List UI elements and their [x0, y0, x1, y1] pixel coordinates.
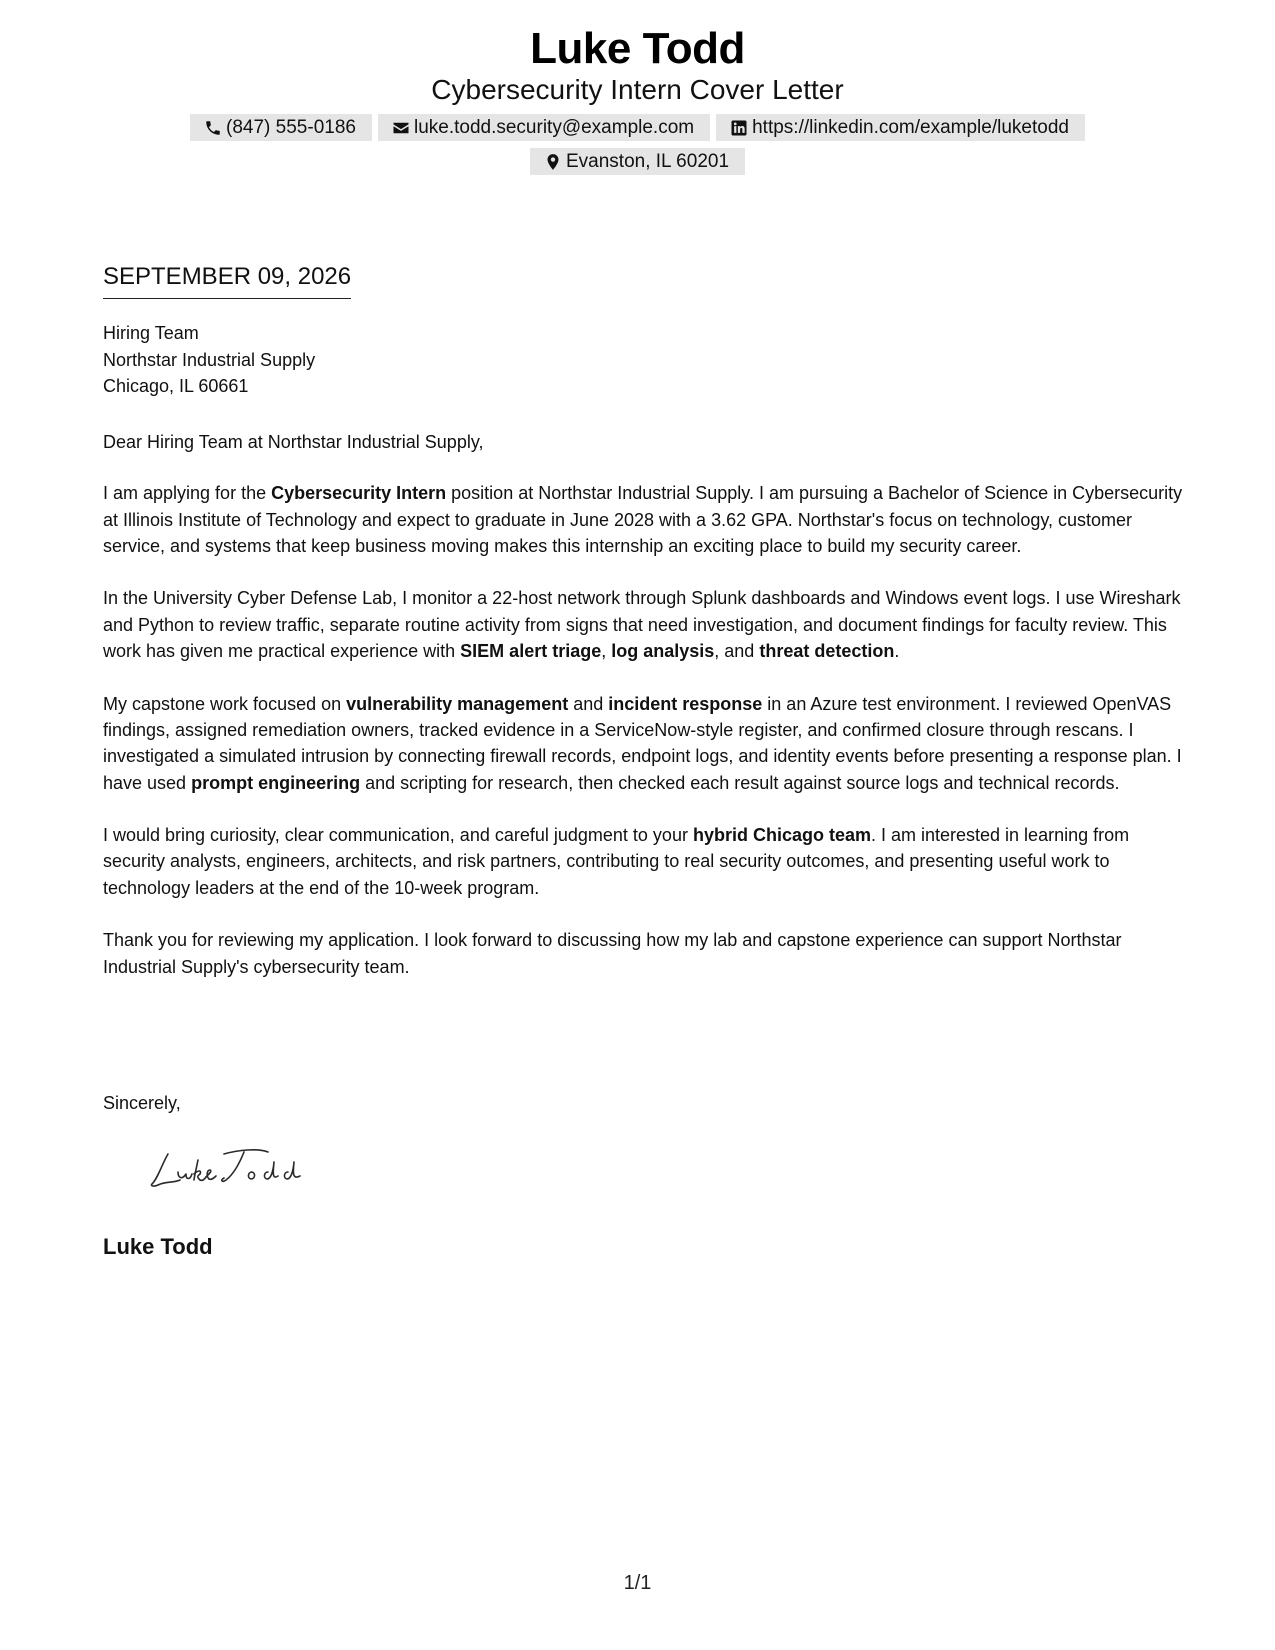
letter-header — [0, 22, 1275, 175]
highlighted-phrase: log analysis — [611, 641, 715, 662]
body-paragraph — [103, 822, 1183, 901]
body-paragraph — [103, 927, 1183, 980]
salutation: Dear Hiring Team at Northstar Industrial Supply, — [103, 432, 484, 452]
paragraph-text: position at Northstar Industrial Supply. I am pursuing a Bachelor of Science in Cybersecurity at Illinois Institute of Technology and expect to graduate in June 2028 with a 3.62 GPA. Northstar's focus on technology, customer service, and systems that keep business moving makes this internship an exciting place to build my security career. — [103, 483, 1183, 556]
contact-linkedin[interactable] — [716, 114, 1085, 141]
letter-date: SEPTEMBER 09, 2026 — [103, 262, 351, 299]
highlighted-phrase: hybrid Chicago team — [692, 825, 871, 846]
map-pin-icon — [544, 153, 562, 171]
recipient-line: Chicago, IL 60661 — [103, 376, 249, 396]
body-paragraphs — [103, 480, 1183, 980]
contact-phone — [190, 114, 372, 141]
paragraph-text: . — [894, 641, 900, 662]
highlighted-phrase: Cybersecurity Intern — [271, 483, 447, 504]
handwritten-signature — [148, 1140, 318, 1200]
paragraph-text: I am applying for the — [103, 483, 272, 504]
recipient-line: Northstar Industrial Supply — [103, 349, 316, 370]
contact-phone-text: (847) 555-0186 — [226, 116, 356, 138]
paragraph-text: and scripting for research, then checked each result against source logs and technical records. — [360, 772, 1120, 793]
highlighted-phrase: vulnerability management — [346, 693, 569, 714]
paragraph-text: , — [601, 641, 612, 662]
paragraph-text: My capstone work focused on — [103, 693, 347, 714]
contact-bar — [138, 114, 1138, 175]
linkedin-icon — [730, 119, 748, 137]
signer-name: Luke Todd — [103, 1234, 213, 1259]
page-number: 1/1 — [623, 1572, 652, 1594]
body-paragraph — [103, 585, 1183, 664]
highlighted-phrase: prompt engineering — [191, 772, 361, 793]
recipient-address — [103, 320, 315, 400]
contact-location-text: Evanston, IL 60201 — [565, 150, 730, 172]
contact-location — [530, 148, 745, 175]
paragraph-text: I would bring curiosity, clear communication, and careful judgment to your — [103, 825, 693, 846]
closing: Sincerely, — [103, 1093, 181, 1113]
body-paragraph — [103, 480, 1183, 559]
paragraph-text: , and — [714, 641, 760, 662]
contact-linkedin-text: https://linkedin.com/example/luketodd — [752, 116, 1069, 138]
highlighted-phrase: incident response — [608, 693, 763, 714]
contact-email[interactable] — [378, 114, 710, 141]
contact-email-text: luke.todd.security@example.com — [413, 116, 695, 138]
paragraph-text: . I am interested in learning from security analysts, engineers, architects, and risk partners, contributing to real security outcomes, and presenting useful work to technology leaders at the end of the 10-week program. — [103, 825, 1130, 898]
paragraph-text: in an Azure test environment. I reviewed OpenVAS findings, assigned remediation owners, tracked evidence in a ServiceNow-style register, and confirmed closure through rescans. I investigated a simulated intrusion by connecting firewall records, endpoint logs, and identity events before presenting a response plan. I have used — [103, 693, 1182, 793]
phone-icon — [204, 119, 222, 137]
highlighted-phrase: SIEM alert triage — [460, 641, 602, 662]
paragraph-text: In the University Cyber Defense Lab, I monitor a 22-host network through Splunk dashboards and Windows event logs. I use Wireshark and Python to review traffic, separate routine activity from signs that need investigation, and document findings for faculty review. This work has given me practical experience with — [103, 588, 1181, 662]
document-subtitle: Cybersecurity Intern Cover Letter — [431, 74, 844, 105]
highlighted-phrase: threat detection — [759, 641, 895, 662]
letter-body — [103, 429, 1183, 1006]
recipient-line: Hiring Team — [103, 323, 199, 343]
paragraph-text: and — [568, 693, 609, 714]
applicant-name: Luke Todd — [530, 24, 745, 73]
envelope-icon — [392, 119, 410, 137]
paragraph-text: Thank you for reviewing my application. I look forward to discussing how my lab and capstone experience can support Northstar Industrial Supply's cybersecurity team. — [103, 930, 1122, 977]
body-paragraph — [103, 691, 1183, 796]
